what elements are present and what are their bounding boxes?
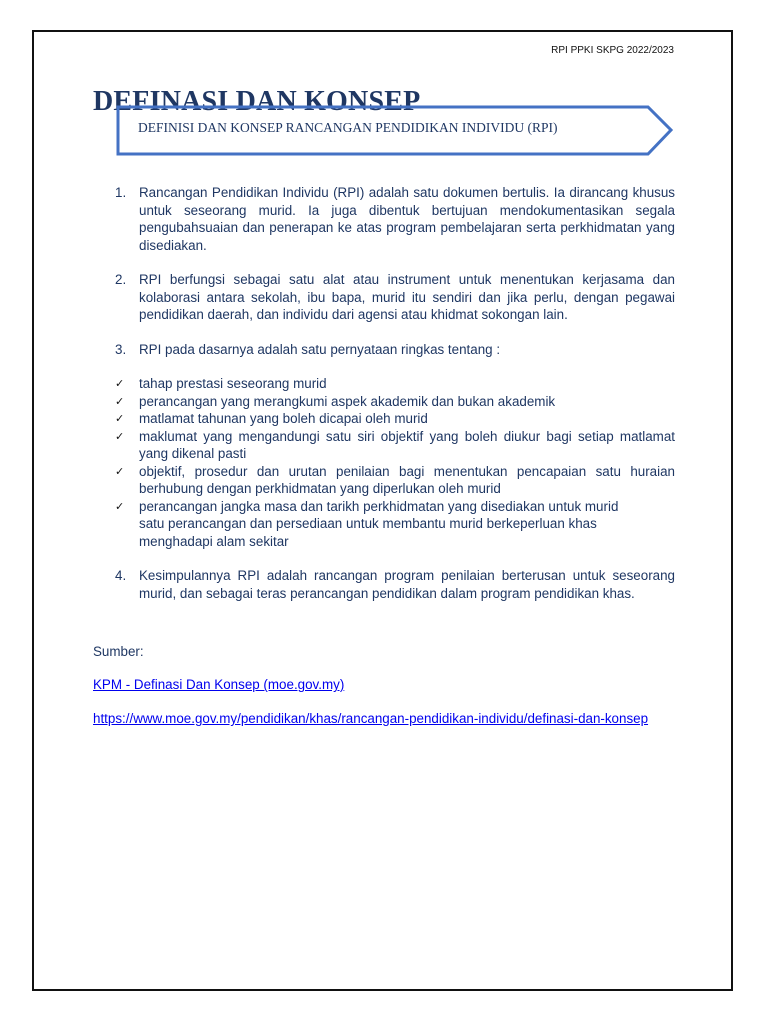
- main-content: [93, 184, 675, 619]
- checklist-item: ✓ maklumat yang mengandungi satu siri objektif yang boleh diukur bagi setiap matlamat yang dikenal pasti: [115, 428, 675, 461]
- check-icon: ✓: [115, 394, 125, 408]
- checklist: [93, 375, 675, 550]
- item-text: Kesimpulannya RPI adalah rancangan program penilaian berterusan untuk seseorang murid, dan sebagai teras perancangan pendidikan dalam program pendidikan khas.: [139, 568, 675, 601]
- sources-label: Sumber:: [93, 644, 144, 659]
- item-number: 1.: [115, 185, 127, 200]
- checklist-continuation: menghadapi alam sekitar: [139, 533, 289, 549]
- source-link-url[interactable]: https://www.moe.gov.my/pendidikan/khas/rancangan-pendidikan-individu/definasi-dan-konsep: [93, 711, 649, 726]
- section-banner: [116, 104, 674, 157]
- page-title: DEFINASI DAN KONSEP: [93, 86, 421, 117]
- checklist-continuation: satu perancangan dan persediaan untuk membantu murid berkeperluan khas: [139, 516, 597, 531]
- numbered-item-1: [93, 184, 675, 254]
- numbered-item-3: [93, 341, 675, 359]
- document-reference: RPI PPKI SKPG 2022/2023: [551, 45, 674, 56]
- item-text: RPI pada dasarnya adalah satu pernyataan ringkas tentang :: [139, 341, 501, 357]
- checklist-item: ✓ objektif, prosedur dan urutan penilaian bagi menentukan pencapaian satu huraian berhubung dengan perkhidmatan yang diperlukan oleh murid: [115, 463, 675, 496]
- item-number: 4.: [115, 568, 127, 583]
- numbered-item-2: [93, 271, 675, 324]
- checklist-item: ✓ perancangan yang merangkumi aspek akademik dan bukan akademik: [115, 393, 556, 409]
- check-icon: ✓: [115, 464, 125, 478]
- item-text: Rancangan Pendidikan Individu (RPI) adalah satu dokumen bertulis. Ia dirancang khusus untuk seseorang murid. Ia juga dibentuk bertujuan mendokumentasikan segala pengubahsuaian dan penerapan ke atas program pembelajaran serta perkhidmatan yang disediakan.: [139, 185, 675, 253]
- banner-title: DEFINISI DAN KONSEP RANCANGAN PENDIDIKAN INDIVIDU (RPI): [138, 120, 558, 135]
- checklist-item: ✓ perancangan jangka masa dan tarikh perkhidmatan yang disediakan untuk murid satu perancangan dan persediaan untuk membantu murid berkeperluan khas menghadapi alam sekitar: [93, 498, 675, 551]
- numbered-item-4: [93, 567, 675, 602]
- check-icon: ✓: [115, 499, 125, 513]
- check-icon: ✓: [115, 412, 125, 425]
- check-icon: ✓: [115, 377, 125, 390]
- checklist-item: ✓ tahap prestasi seseorang murid: [115, 376, 327, 391]
- checklist-item: ✓ matlamat tahunan yang boleh dicapai oleh murid: [115, 411, 428, 426]
- check-icon: ✓: [115, 429, 125, 443]
- source-link-title[interactable]: KPM - Definasi Dan Konsep (moe.gov.my): [93, 677, 345, 692]
- item-text: RPI berfungsi sebagai satu alat atau instrument untuk menentukan kerjasama dan kolaborasi antara sekolah, ibu bapa, murid itu sendiri dan jika perlu, dengan pegawai pendidikan daerah, dan individu dari agensi atau khidmat sokongan lain.: [139, 272, 675, 322]
- item-number: 3.: [115, 341, 127, 357]
- item-number: 2.: [115, 272, 127, 287]
